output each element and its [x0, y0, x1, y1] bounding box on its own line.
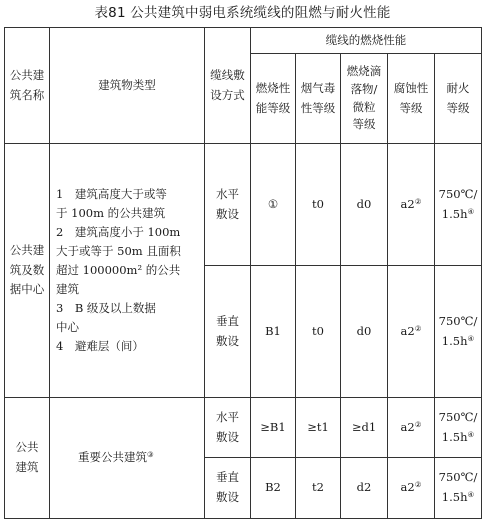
header-fire-grade: 耐火 等级	[435, 54, 482, 144]
install-method-cell: 垂直 敷设	[205, 266, 251, 398]
install-method-cell: 水平 敷设	[205, 398, 251, 458]
smoke-grade-cell: t0	[296, 266, 341, 398]
fire-grade-cell: 750℃/ 1.5h④	[435, 266, 482, 398]
install-method-cell: 水平 敷设	[205, 144, 251, 266]
fire-grade-cell: 750℃/ 1.5h④	[435, 458, 482, 519]
header-corrosion-grade: 腐蚀性 等级	[388, 54, 435, 144]
smoke-grade-cell: t2	[296, 458, 341, 519]
table-row	[5, 144, 482, 266]
table-row	[5, 398, 482, 458]
flame-grade-cell: B2	[251, 458, 296, 519]
building-type-cell: 重要公共建筑③	[50, 398, 205, 519]
droplet-grade-cell: d2	[341, 458, 388, 519]
droplet-grade-cell: d0	[341, 144, 388, 266]
droplet-grade-cell: ≥d1	[341, 398, 388, 458]
header-row-1	[5, 28, 482, 54]
corrosion-grade-cell: a2②	[388, 458, 435, 519]
category-cell: 公共 建筑	[5, 398, 50, 519]
header-install-method: 缆线敷 设方式	[205, 28, 251, 144]
droplet-grade-cell: d0	[341, 266, 388, 398]
fire-grade-cell: 750℃/ 1.5h④	[435, 398, 482, 458]
fire-grade-cell: 750℃/ 1.5h④	[435, 144, 482, 266]
header-performance: 缆线的燃烧性能	[251, 28, 482, 54]
smoke-grade-cell: ≥t1	[296, 398, 341, 458]
header-category: 公共建 筑名称	[5, 28, 50, 144]
corrosion-grade-cell: a2②	[388, 266, 435, 398]
header-droplet-grade: 燃烧滴 落物/ 微粒 等级	[341, 54, 388, 144]
corrosion-grade-cell: a2②	[388, 144, 435, 266]
fire-performance-table	[4, 27, 482, 519]
category-cell: 公共建 筑及数 据中心	[5, 144, 50, 398]
install-method-cell: 垂直 敷设	[205, 458, 251, 519]
header-building-type: 建筑物类型	[50, 28, 205, 144]
building-type-list: 1 建筑高度大于或等 于 100m 的公共建筑 2 建筑高度小于 100m 大于或等于 50m 且面积 超过 100000m² 的公共 建筑 3 B 级及以上数据 中心 4 避难层（间）	[50, 144, 205, 398]
header-smoke-grade: 烟气毒 性等级	[296, 54, 341, 144]
flame-grade-cell: ≥B1	[251, 398, 296, 458]
flame-grade-cell: B1	[251, 266, 296, 398]
flame-grade-cell: ①	[251, 144, 296, 266]
table-title: 表81 公共建筑中弱电系统缆线的阻燃与耐火性能	[94, 5, 391, 21]
smoke-grade-cell: t0	[296, 144, 341, 266]
corrosion-grade-cell: a2②	[388, 398, 435, 458]
header-flame-grade: 燃烧性 能等级	[251, 54, 296, 144]
